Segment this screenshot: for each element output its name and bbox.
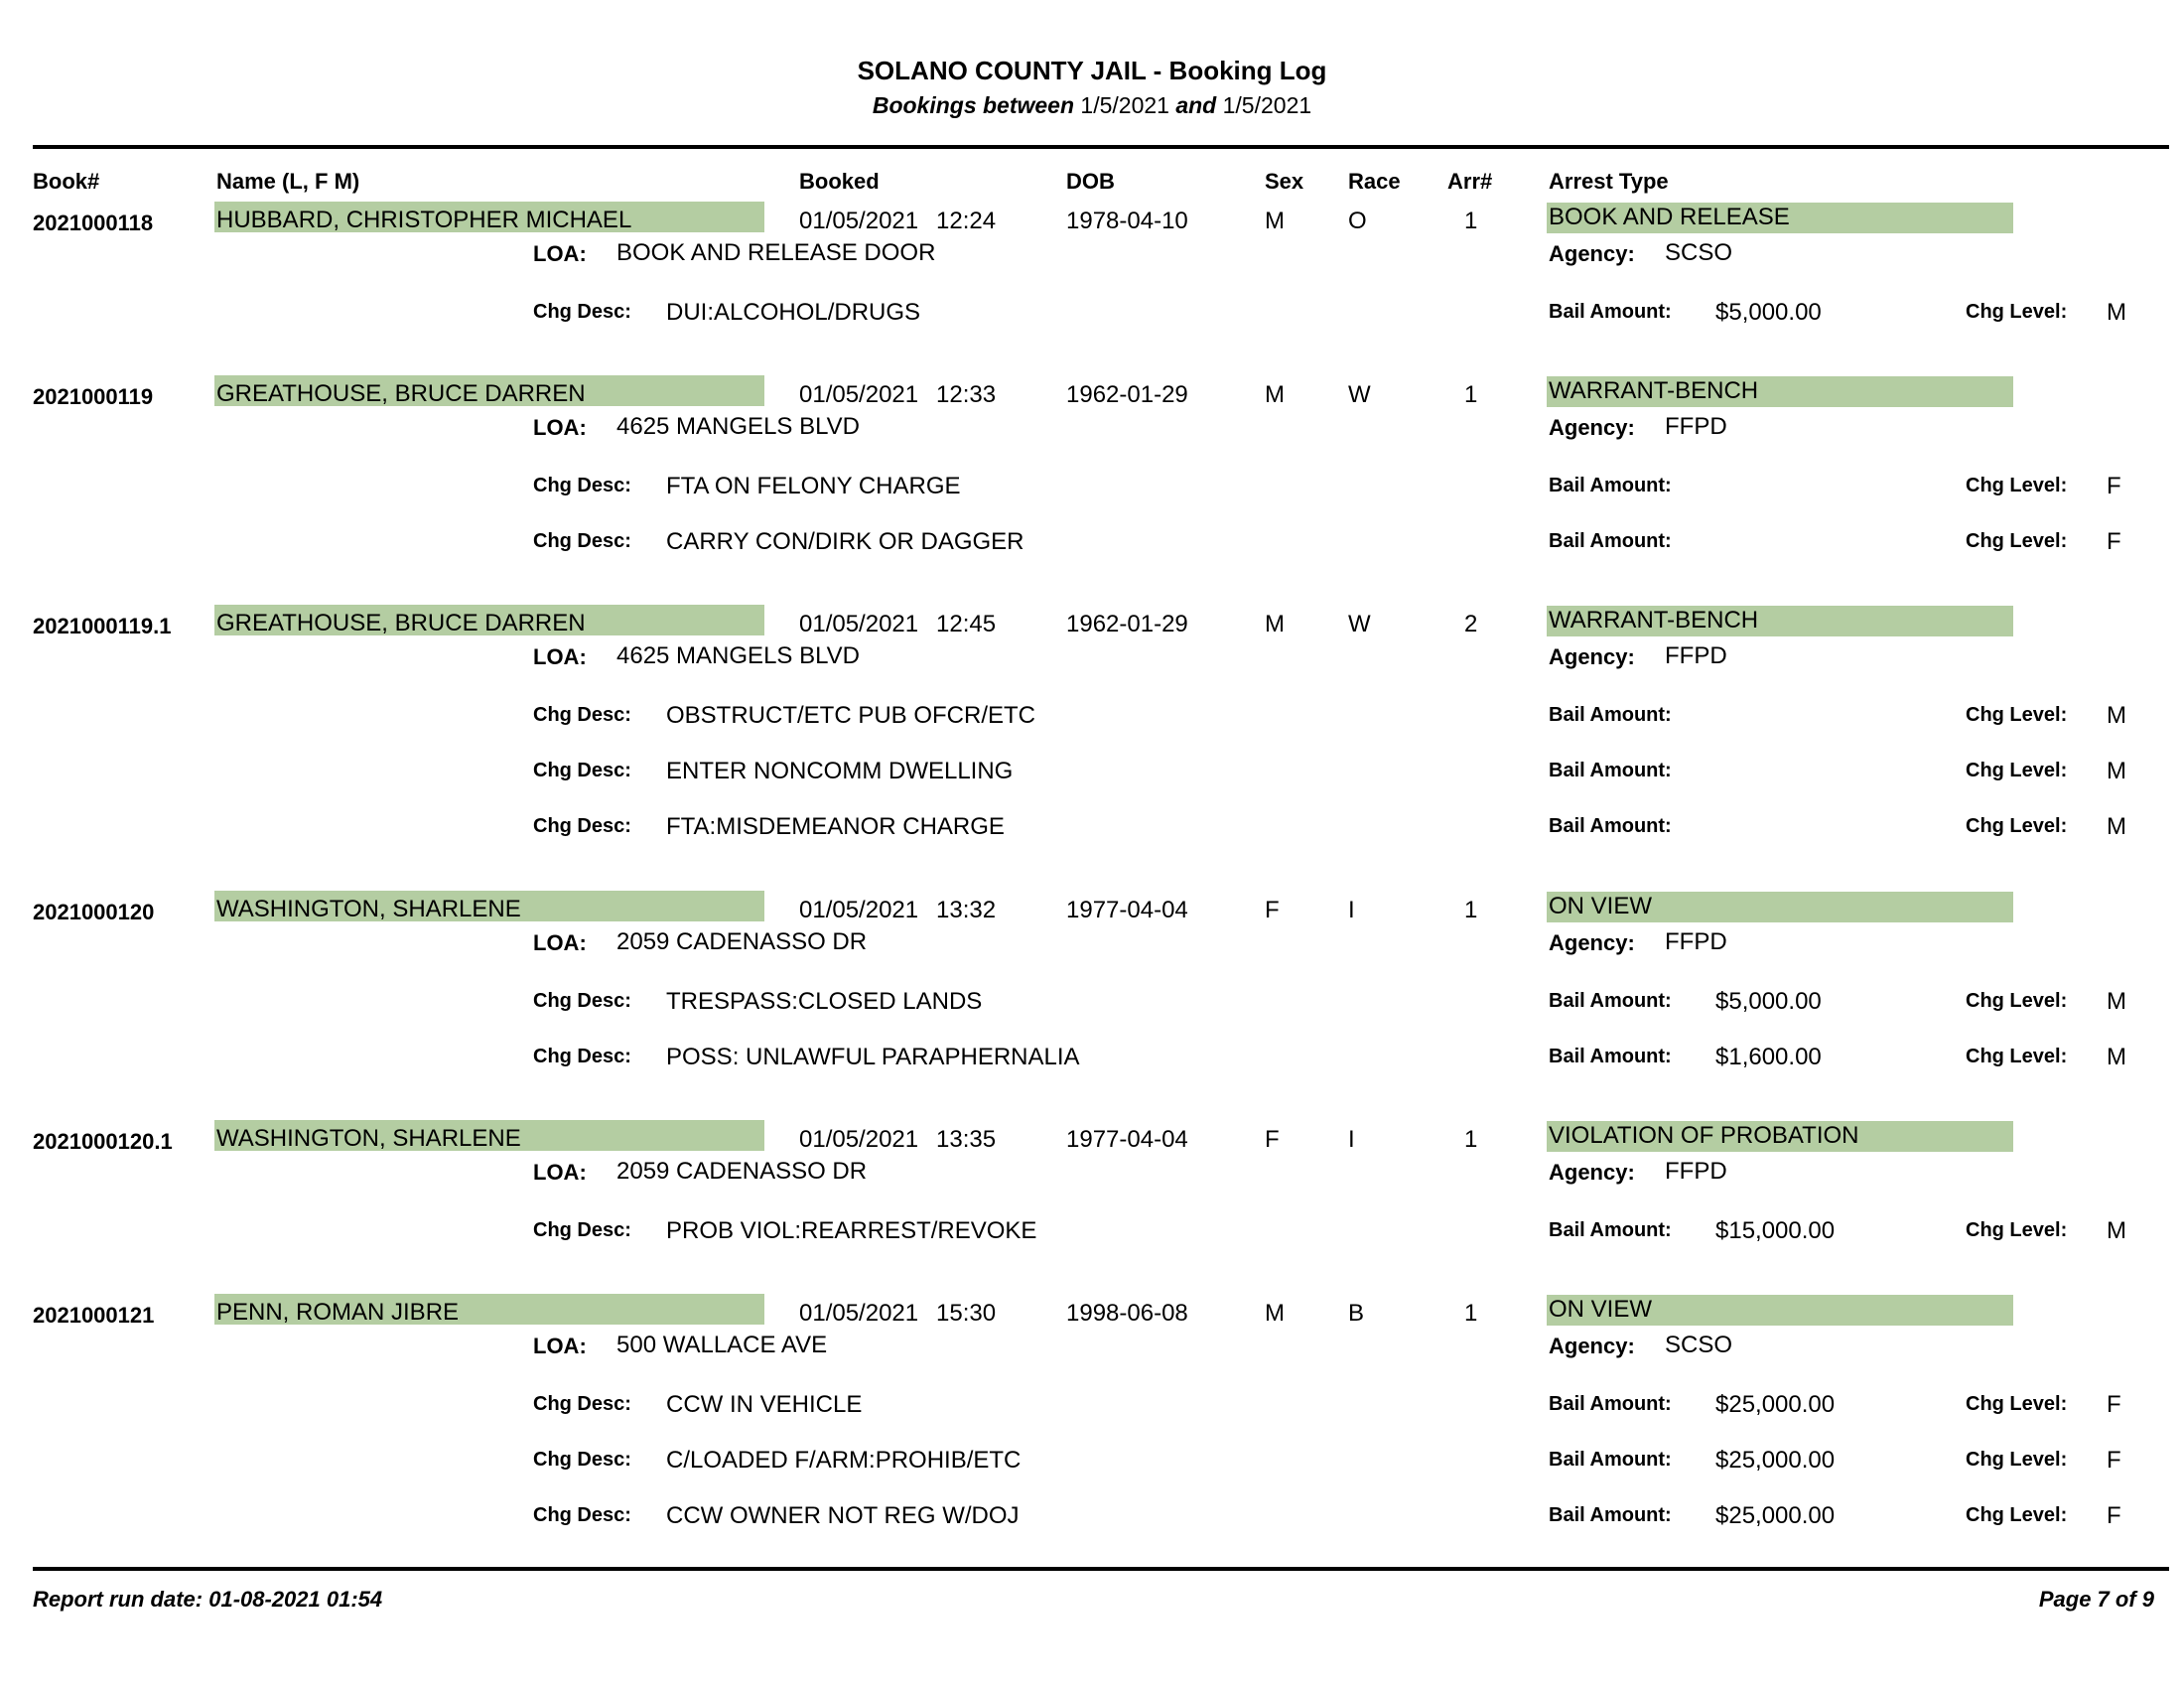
agency-value: FFPD [1665, 1158, 1727, 1185]
charge-description: C/LOADED F/ARM:PROHIB/ETC [666, 1447, 1022, 1474]
page-number: Page 7 of 9 [2038, 1587, 2154, 1612]
agency-value: FFPD [1665, 642, 1727, 669]
chg-level-label: Chg Level: [1966, 301, 2068, 323]
charge-level: F [2107, 1447, 2121, 1474]
arrest-type: WARRANT-BENCH [1547, 376, 2013, 407]
inmate-name: PENN, ROMAN JIBRE [214, 1294, 764, 1325]
inmate-name: WASHINGTON, SHARLENE [214, 1120, 764, 1151]
booked-date: 01/05/2021 [799, 897, 919, 923]
book-number: 2021000119 [33, 384, 154, 409]
race: W [1348, 381, 1371, 408]
bail-amount-label: Bail Amount: [1549, 1046, 1672, 1067]
col-race: Race [1348, 169, 1401, 194]
arrest-number: 1 [1464, 1126, 1478, 1153]
dob: 1977-04-04 [1066, 1126, 1188, 1153]
chg-level-label: Chg Level: [1966, 990, 2068, 1012]
charge-level: F [2107, 528, 2121, 555]
charge-description: FTA:MISDEMEANOR CHARGE [666, 813, 1005, 840]
loa-value: BOOK AND RELEASE DOOR [616, 239, 936, 266]
charge-description: TRESPASS:CLOSED LANDS [666, 988, 983, 1015]
charge-description: DUI:ALCOHOL/DRUGS [666, 299, 921, 326]
subtitle-prefix: Bookings between [872, 92, 1075, 118]
sex: M [1265, 208, 1285, 234]
charge-description: PROB VIOL:REARREST/REVOKE [666, 1217, 1037, 1244]
chg-desc-label: Chg Desc: [533, 301, 631, 323]
charge-level: F [2107, 1391, 2121, 1418]
bail-amount: $5,000.00 [1715, 988, 1822, 1015]
booked-time: 12:24 [936, 208, 997, 234]
charge-level: M [2107, 813, 2126, 840]
book-number: 2021000118 [33, 211, 154, 235]
chg-level-label: Chg Level: [1966, 704, 2068, 726]
header-divider [33, 145, 2169, 149]
loa-value: 500 WALLACE AVE [616, 1332, 828, 1358]
bail-amount: $25,000.00 [1715, 1391, 1836, 1418]
charge-level: M [2107, 702, 2126, 729]
loa-label: LOA: [533, 1334, 587, 1358]
agency-label: Agency: [1549, 1334, 1635, 1358]
arrest-type: VIOLATION OF PROBATION [1547, 1121, 2013, 1152]
bail-amount-label: Bail Amount: [1549, 760, 1672, 781]
sex: M [1265, 1300, 1285, 1327]
agency-label: Agency: [1549, 241, 1635, 266]
loa-value: 4625 MANGELS BLVD [616, 642, 861, 669]
arrest-type: ON VIEW [1547, 892, 2013, 922]
report-subtitle [0, 92, 2184, 119]
arrest-type: WARRANT-BENCH [1547, 606, 2013, 636]
race: B [1348, 1300, 1365, 1327]
charge-level: M [2107, 988, 2126, 1015]
charge-level: M [2107, 1044, 2126, 1070]
loa-value: 4625 MANGELS BLVD [616, 413, 861, 440]
end-date: 1/5/2021 [1222, 92, 1312, 118]
chg-desc-label: Chg Desc: [533, 1046, 631, 1067]
agency-value: FFPD [1665, 928, 1727, 955]
chg-desc-label: Chg Desc: [533, 760, 631, 781]
chg-level-label: Chg Level: [1966, 1046, 2068, 1067]
inmate-name: GREATHOUSE, BRUCE DARREN [214, 375, 764, 406]
arrest-number: 1 [1464, 897, 1478, 923]
report-run-date: Report run date: 01-08-2021 01:54 [33, 1587, 383, 1612]
bail-amount: $15,000.00 [1715, 1217, 1836, 1244]
arrest-type: BOOK AND RELEASE [1547, 203, 2013, 233]
bail-amount-label: Bail Amount: [1549, 815, 1672, 837]
col-arrest-type: Arrest Type [1549, 169, 1669, 194]
booked-date: 01/05/2021 [799, 381, 919, 408]
sex: M [1265, 381, 1285, 408]
race: I [1348, 897, 1355, 923]
agency-value: SCSO [1665, 239, 1733, 266]
chg-desc-label: Chg Desc: [533, 1219, 631, 1241]
charge-description: ENTER NONCOMM DWELLING [666, 758, 1014, 784]
dob: 1998-06-08 [1066, 1300, 1188, 1327]
chg-level-label: Chg Level: [1966, 475, 2068, 496]
book-number: 2021000121 [33, 1303, 155, 1328]
loa-label: LOA: [533, 644, 587, 669]
start-date: 1/5/2021 [1080, 92, 1169, 118]
bail-amount-label: Bail Amount: [1549, 530, 1672, 552]
book-number: 2021000120.1 [33, 1129, 173, 1154]
bail-amount-label: Bail Amount: [1549, 1219, 1672, 1241]
bail-amount-label: Bail Amount: [1549, 704, 1672, 726]
bail-amount-label: Bail Amount: [1549, 301, 1672, 323]
booked-date: 01/05/2021 [799, 611, 919, 637]
book-number: 2021000119.1 [33, 614, 172, 638]
bail-amount-label: Bail Amount: [1549, 1504, 1672, 1526]
agency-label: Agency: [1549, 1160, 1635, 1185]
chg-desc-label: Chg Desc: [533, 704, 631, 726]
inmate-name: WASHINGTON, SHARLENE [214, 891, 764, 921]
booked-date: 01/05/2021 [799, 1300, 919, 1327]
race: O [1348, 208, 1367, 234]
report-title: SOLANO COUNTY JAIL - Booking Log [857, 56, 1327, 85]
col-name: Name (L, F M) [216, 169, 360, 194]
dob: 1978-04-10 [1066, 208, 1188, 234]
bail-amount-label: Bail Amount: [1549, 1393, 1672, 1415]
dob: 1962-01-29 [1066, 611, 1188, 637]
col-sex: Sex [1265, 169, 1304, 194]
arrest-number: 2 [1464, 611, 1478, 637]
chg-level-label: Chg Level: [1966, 1504, 2068, 1526]
arrest-number: 1 [1464, 381, 1478, 408]
chg-desc-label: Chg Desc: [533, 1449, 631, 1471]
bail-amount: $25,000.00 [1715, 1447, 1836, 1474]
col-arr: Arr# [1447, 169, 1493, 194]
booked-time: 13:32 [936, 897, 997, 923]
chg-level-label: Chg Level: [1966, 1393, 2068, 1415]
loa-label: LOA: [533, 415, 587, 440]
charge-level: M [2107, 758, 2126, 784]
arrest-type: ON VIEW [1547, 1295, 2013, 1326]
chg-level-label: Chg Level: [1966, 1219, 2068, 1241]
bail-amount-label: Bail Amount: [1549, 1449, 1672, 1471]
subtitle-and: and [1175, 92, 1217, 118]
loa-label: LOA: [533, 241, 587, 266]
sex: F [1265, 1126, 1280, 1153]
charge-level: F [2107, 1502, 2121, 1529]
footer-divider [33, 1567, 2169, 1571]
charge-description: FTA ON FELONY CHARGE [666, 473, 961, 499]
booked-date: 01/05/2021 [799, 1126, 919, 1153]
arrest-number: 1 [1464, 208, 1478, 234]
race: W [1348, 611, 1371, 637]
loa-label: LOA: [533, 930, 587, 955]
bail-amount: $25,000.00 [1715, 1502, 1836, 1529]
agency-label: Agency: [1549, 644, 1635, 669]
col-booked: Booked [799, 169, 880, 194]
sex: M [1265, 611, 1285, 637]
charge-level: M [2107, 1217, 2126, 1244]
booked-time: 13:35 [936, 1126, 997, 1153]
agency-value: SCSO [1665, 1332, 1733, 1358]
booked-time: 15:30 [936, 1300, 997, 1327]
booked-time: 12:45 [936, 611, 997, 637]
agency-label: Agency: [1549, 930, 1635, 955]
inmate-name: HUBBARD, CHRISTOPHER MICHAEL [214, 202, 764, 232]
arrest-number: 1 [1464, 1300, 1478, 1327]
booked-date: 01/05/2021 [799, 208, 919, 234]
booked-time: 12:33 [936, 381, 997, 408]
chg-desc-label: Chg Desc: [533, 815, 631, 837]
chg-level-label: Chg Level: [1966, 760, 2068, 781]
chg-desc-label: Chg Desc: [533, 990, 631, 1012]
chg-desc-label: Chg Desc: [533, 1393, 631, 1415]
charge-description: OBSTRUCT/ETC PUB OFCR/ETC [666, 702, 1036, 729]
charge-description: CCW IN VEHICLE [666, 1391, 863, 1418]
inmate-name: GREATHOUSE, BRUCE DARREN [214, 605, 764, 635]
col-dob: DOB [1066, 169, 1115, 194]
bail-amount-label: Bail Amount: [1549, 475, 1672, 496]
charge-description: POSS: UNLAWFUL PARAPHERNALIA [666, 1044, 1080, 1070]
chg-level-label: Chg Level: [1966, 530, 2068, 552]
charge-level: F [2107, 473, 2121, 499]
agency-label: Agency: [1549, 415, 1635, 440]
loa-label: LOA: [533, 1160, 587, 1185]
chg-desc-label: Chg Desc: [533, 1504, 631, 1526]
charge-description: CCW OWNER NOT REG W/DOJ [666, 1502, 1020, 1529]
book-number: 2021000120 [33, 900, 155, 924]
bail-amount: $1,600.00 [1715, 1044, 1822, 1070]
charge-level: M [2107, 299, 2126, 326]
sex: F [1265, 897, 1280, 923]
chg-desc-label: Chg Desc: [533, 530, 631, 552]
charge-description: CARRY CON/DIRK OR DAGGER [666, 528, 1024, 555]
col-book: Book# [33, 169, 100, 194]
bail-amount-label: Bail Amount: [1549, 990, 1672, 1012]
agency-value: FFPD [1665, 413, 1727, 440]
dob: 1977-04-04 [1066, 897, 1188, 923]
bail-amount: $5,000.00 [1715, 299, 1822, 326]
dob: 1962-01-29 [1066, 381, 1188, 408]
loa-value: 2059 CADENASSO DR [616, 928, 868, 955]
loa-value: 2059 CADENASSO DR [616, 1158, 868, 1185]
chg-level-label: Chg Level: [1966, 1449, 2068, 1471]
chg-level-label: Chg Level: [1966, 815, 2068, 837]
chg-desc-label: Chg Desc: [533, 475, 631, 496]
race: I [1348, 1126, 1355, 1153]
